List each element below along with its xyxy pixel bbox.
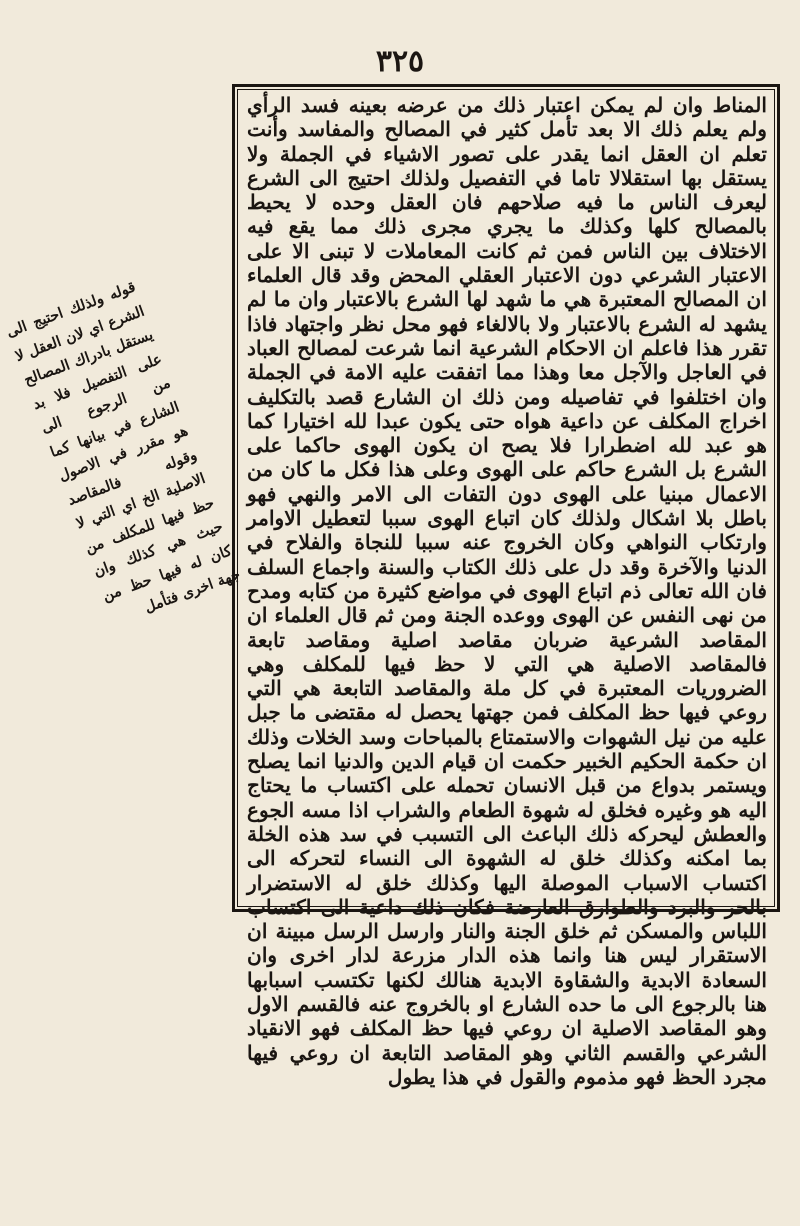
main-text-frame	[232, 84, 780, 1089]
page-number: ٣٢٥	[375, 44, 425, 79]
main-text-body: المناط وان لم يمكن اعتبار ذلك من عرضه بعينه فسد الرأي ولم يعلم ذلك الا بعد تأمل كثير في المصالح والمفاسد وأنت تعلم ان العقل انما يقدر على تصور الاشياء في الجملة ولا يستقل بها استقلالا تاما في التفصيل ولذلك احتيج الى الشرع ليعرف الناس ما فيه صلاحهم فان العقل وحده لا يحيط بالمصالح كلها وكذلك ما يجري مجرى ذلك مما يقع فيه الاختلاف بين الناس فمن ثم كانت المعاملات لا تبنى الا على الاعتبار الشرعي دون الاعتبار العقلي المحض وقد قال العلماء ان المصالح المعتبرة هي ما شهد لها الشرع بالاعتبار وان ما لم يشهد له الشرع بالاعتبار ولا بالالغاء فهو محل نظر واجتهاد فاذا تقرر هذا فاعلم ان الاحكام الشرعية انما شرعت لمصالح العباد في العاجل والآجل معا وهذا مما اتفقت عليه الامة في الجملة وان اختلفوا في تفاصيله ومن ذلك ان الشارع قصد بالتكليف اخراج المكلف عن داعية هواه حتى يكون عبدا لله اختيارا كما هو عبد لله اضطرارا فلا يصح ان يكون الهوى حاكما على الشرع بل الشرع حاكم على الهوى وعلى هذا فكل ما كان من الاعمال مبنيا على الهوى دون التفات الى الامر والنهي فهو باطل بلا اشكال ولذلك كان اتباع الهوى سببا لتعطيل الاوامر وارتكاب النواهي وكان الخروج عنه سببا للنجاة والفلاح في الدنيا والآخرة وقد دل على ذلك الكتاب والسنة واجماع السلف فان الله تعالى ذم اتباع الهوى في مواضع كثيرة من كتابه ومدح من نهى النفس عن الهوى ووعده الجنة ومن ثم قال العلماء ان المقاصد الشرعية ضربان مقاصد اصلية ومقاصد تابعة فالمقاصد الاصلية هي التي لا حظ فيها للمكلف وهي الضروريات المعتبرة في كل ملة والمقاصد التابعة هي التي روعي فيها حظ المكلف فمن جهتها يحصل له مقتضى ما جبل عليه من نيل الشهوات والاستمتاع بالمباحات وسد الخلات وذلك ان حكمة الحكيم الخبير حكمت ان قيام الدين والدنيا انما يصلح ويستمر بدواع من قبل الانسان تحمله على اكتساب ما يحتاج اليه هو وغيره فخلق له شهوة الطعام والشراب اذا مسه الجوع والعطش ليحركه ذلك الباعث الى التسبب في سد هذه الخلة بما امكنه وكذلك خلق له الشهوة الى النساء لتحركه الى اكتساب الاسباب الموصلة اليها وكذلك خلق له الاستضرار بالحر والبرد والطوارق العارضة فكان ذلك داعية الى اكتساب اللباس والمسكن ثم خلق الجنة والنار وارسل الرسل مبينة ان الاستقرار ليس هنا وانما هذه الدار مزرعة لدار اخرى وان السعادة الابدية والشقاوة الابدية هنالك لكنها تكتسب اسبابها هنا بالرجوع الى ما حده الشارع او بالخروج عنه فالقسم الاول وهو المقاصد الاصلية ان روعي فيها حظ المكلف فهو الانقياد الشرعي والقسم الثاني وهو المقاصد التابعة ان روعي فيها مجرد الحظ فهو مذموم والقول في هذا يطول	[247, 93, 767, 1089]
margin-note-text: قوله ولذلك احتيج الى الشرع اي لان العقل لا يستقل بادراك المصالح على التفصيل فلا بد من الرجوع الى الشارع في بيانها كما هو مقرر في الاصول وقوله فالمقاصد الاصلية الخ اي التي لا حظ فيها للمكلف من حيث هي كذلك وان كان له فيها حظ من جهة اخرى فتأمل	[4, 278, 243, 617]
main-text-block	[247, 93, 767, 1089]
